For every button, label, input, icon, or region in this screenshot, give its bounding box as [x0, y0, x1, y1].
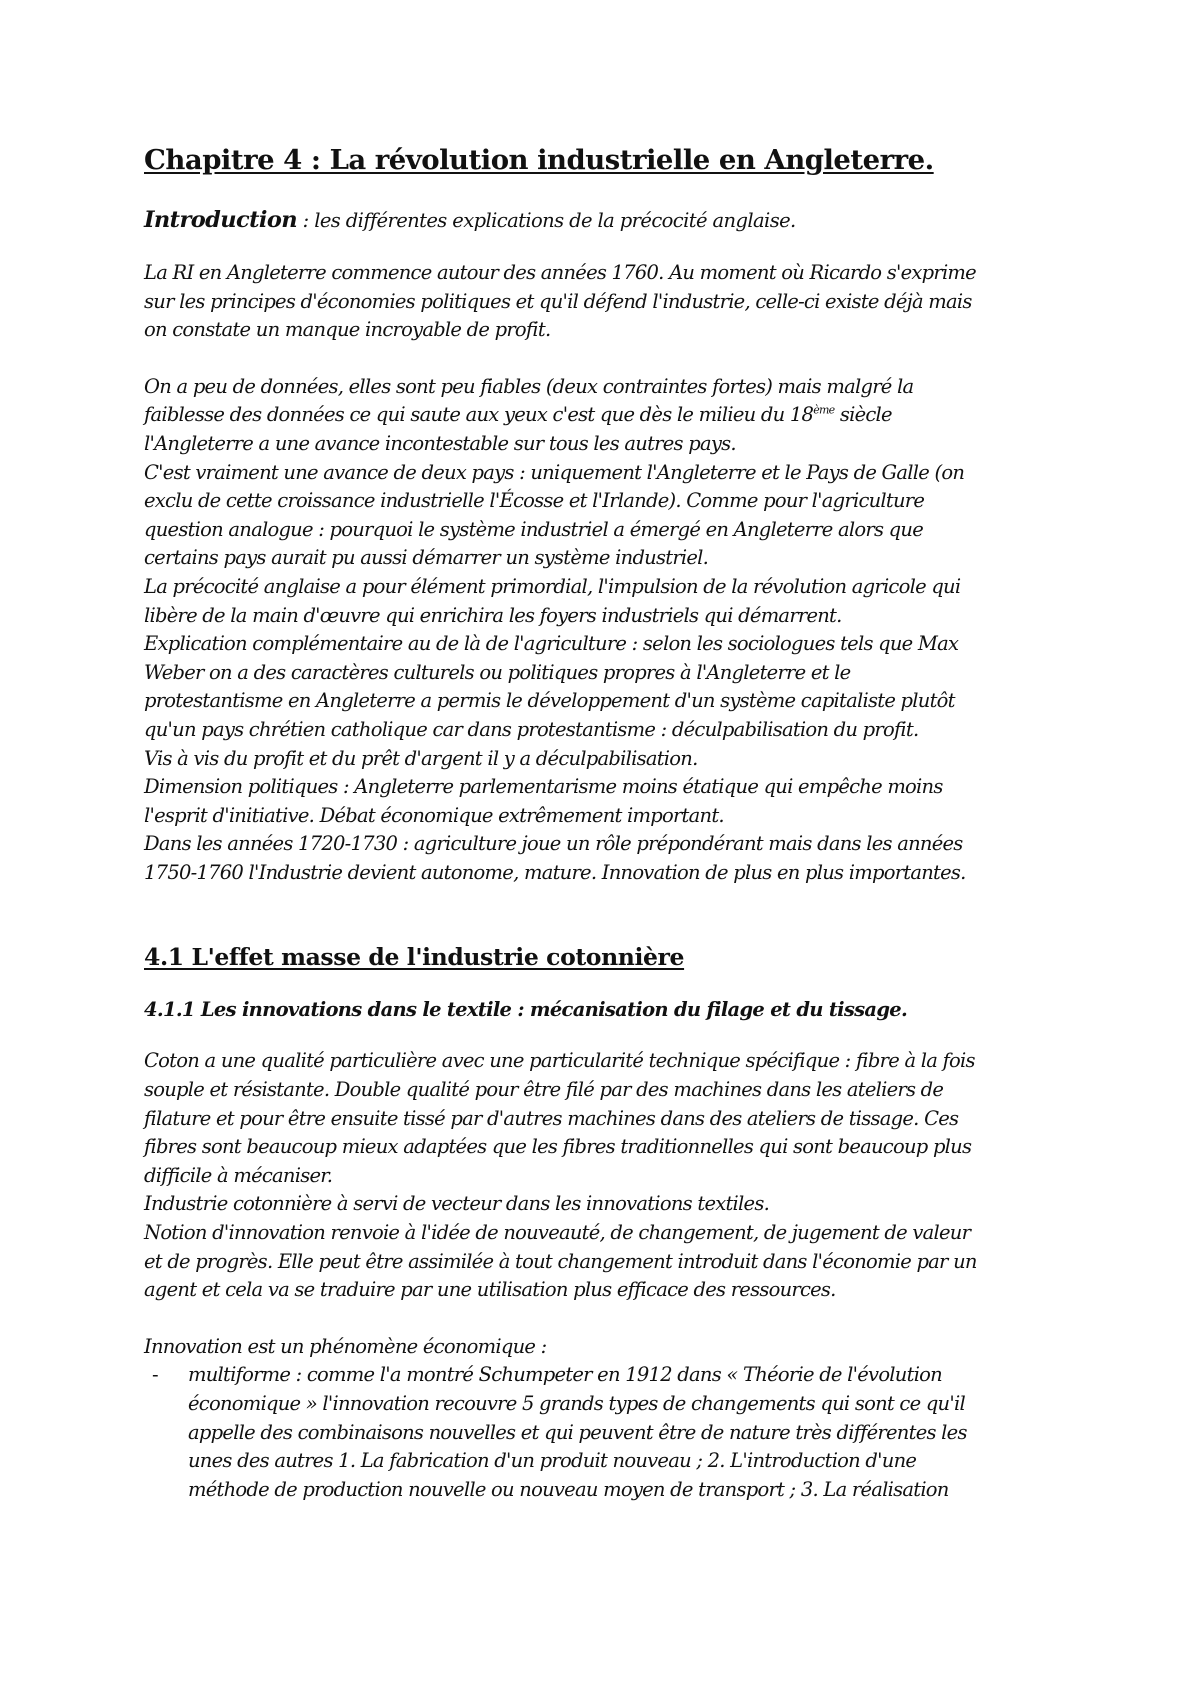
- text-line: C'est vraiment une avance de deux pays : uniquement l'Angleterre et le Pays de Galle (on: [144, 460, 965, 484]
- text-line: protestantisme en Angleterre a permis le développement d'un système capitaliste plutôt: [144, 689, 955, 713]
- text-line: souple et résistante. Double qualité pour être filé par des machines dans les ateliers de: [144, 1078, 944, 1102]
- text-line: Dans les années 1720-1730 : agriculture joue un rôle prépondérant mais dans les années: [144, 832, 963, 856]
- text-line: économique » l'innovation recouvre 5 grands types de changements qui sont ce qu'il: [188, 1392, 965, 1415]
- text-line: Innovation est un phénomène économique :: [144, 1334, 547, 1358]
- text-line: Explication complémentaire au de là de l'agriculture : selon les sociologues tels que Max: [144, 632, 959, 656]
- text-line: unes des autres 1. La fabrication d'un produit nouveau ; 2. L'introduction d'une: [188, 1449, 917, 1473]
- text-line: Vis à vis du profit et du prêt d'argent il y a déculpabilisation.: [144, 746, 698, 770]
- text-line: Notion d'innovation renvoie à l'idée de nouveauté, de changement, de jugement de valeur: [144, 1221, 971, 1245]
- introduction-text: : les différentes explications de la précocité anglaise.: [297, 209, 796, 232]
- text-line: appelle des combinaisons nouvelles et qui peuvent être de nature très différentes les: [188, 1420, 967, 1444]
- chapter-title: Chapitre 4 : La révolution industrielle en Angleterre.: [144, 144, 934, 176]
- introduction-line: [144, 204, 1064, 237]
- document-page: [144, 142, 1064, 1504]
- text-line-with-superscript: [144, 401, 1064, 430]
- text-line: La précocité anglaise a pour élément primordial, l'impulsion de la révolution agricole qui: [144, 574, 961, 598]
- text-line: fibres sont beaucoup mieux adaptées que les fibres traditionnelles qui sont beaucoup plus: [144, 1135, 972, 1159]
- superscript-ordinal: ème: [813, 403, 835, 417]
- paragraph-cotton: [144, 1047, 1064, 1304]
- introduction-label: Introduction: [144, 207, 298, 233]
- text-line: qu'un pays chrétien catholique car dans protestantisme : déculpabilisation du profit.: [144, 717, 919, 741]
- list-item: [144, 1361, 1064, 1504]
- text-line: On a peu de données, elles sont peu fiables (deux contraintes fortes) mais malgré la: [144, 374, 914, 398]
- text-line: multiforme : comme l'a montré Schumpeter en 1912 dans « Théorie de l'évolution: [188, 1363, 942, 1387]
- innovation-list: [144, 1361, 1064, 1504]
- paragraph-innovation-intro: [144, 1333, 1064, 1362]
- text-line: sur les principes d'économies politiques et qu'il défend l'industrie, celle-ci existe déjà mais: [144, 289, 972, 313]
- subsection-heading-4-1-1: 4.1.1 Les innovations dans le textile : mécanisation du filage et du tissage.: [144, 998, 908, 1022]
- list-bullet-dash: -: [152, 1363, 158, 1387]
- text-line: certains pays aurait pu aussi démarrer un système industriel.: [144, 546, 709, 570]
- text-line: Coton a une qualité particulière avec une particularité technique spécifique : fibre à la fois: [144, 1049, 975, 1073]
- text-line: et de progrès. Elle peut être assimilée à tout changement introduit dans l'économie par un: [144, 1249, 977, 1273]
- text-line: Dimension politiques : Angleterre parlementarisme moins étatique qui empêche moins: [144, 775, 943, 799]
- text-line: La RI en Angleterre commence autour des années 1760. Au moment où Ricardo s'exprime: [144, 261, 976, 284]
- text-line: l'Angleterre a une avance incontestable sur tous les autres pays.: [144, 431, 736, 455]
- text-fragment: siècle: [834, 403, 892, 427]
- text-line: 1750-1760 l'Industrie devient autonome, mature. Innovation de plus en plus importantes.: [144, 860, 966, 884]
- text-line: on constate un manque incroyable de profit.: [144, 318, 551, 342]
- text-line: Weber on a des caractères culturels ou politiques propres à l'Angleterre et le: [144, 660, 851, 684]
- text-line: méthode de production nouvelle ou nouveau moyen de transport ; 3. La réalisation: [188, 1477, 949, 1501]
- text-line: exclu de cette croissance industrielle l'Écosse et l'Irlande). Comme pour l'agriculture: [144, 489, 925, 513]
- text-line: question analogue : pourquoi le système industriel a émergé en Angleterre alors que: [144, 517, 923, 541]
- text-line: l'esprit d'initiative. Débat économique extrêmement important.: [144, 803, 724, 827]
- text-line: filature et pour être ensuite tissé par d'autres machines dans des ateliers de tissage. Ces: [144, 1106, 959, 1130]
- section-heading-4-1: 4.1 L'effet masse de l'industrie cotonnière: [144, 943, 685, 972]
- text-line: Industrie cotonnière à servi de vecteur dans les innovations textiles.: [144, 1192, 770, 1216]
- paragraph-precocity: [144, 373, 1064, 888]
- text-line: difficile à mécaniser.: [144, 1163, 333, 1187]
- paragraph-ri-start: [144, 259, 1064, 345]
- text-fragment: faiblesse des données ce qui saute aux yeux c'est que dès le milieu du 18: [144, 403, 814, 427]
- text-line: libère de la main d'œuvre qui enrichira les foyers industriels qui démarrent.: [144, 603, 842, 627]
- text-line: agent et cela va se traduire par une utilisation plus efficace des ressources.: [144, 1278, 836, 1302]
